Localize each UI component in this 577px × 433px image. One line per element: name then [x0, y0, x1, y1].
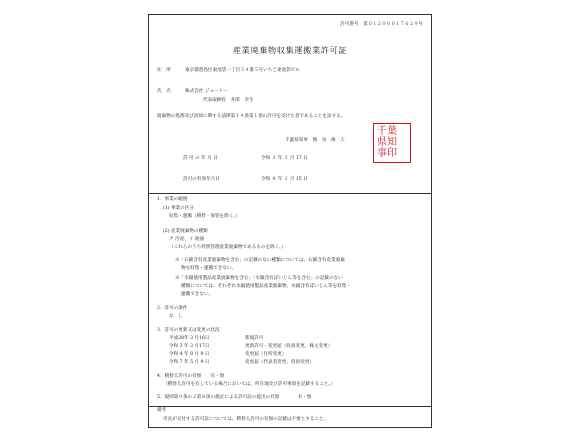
permit-number: 許可番号 第０１２０００１７６２９号	[340, 22, 423, 27]
history-date: 令和 3 年 3 月17日	[169, 344, 210, 349]
section1-sub1: (1) 事業の区分	[163, 206, 194, 211]
permit-date-label: 許 可 の 年 月 日	[183, 156, 218, 161]
asbestos-note-line2: 物を収集・運搬できない。	[181, 266, 237, 271]
document-title: 産業廃棄物収集運搬業許可証	[232, 45, 348, 55]
history-date: 令和 7 年 5 月 9 日	[169, 360, 210, 365]
history-event: 変更届（住所変更）	[245, 352, 287, 357]
section1-sub2-value: ア 汚泥、イ 廃油	[169, 237, 205, 242]
address-value: 東京都豊島区東池袋一丁目３４番５号いちご東池袋ビル	[185, 68, 300, 73]
company-name: 株式会社 ジョートー	[185, 89, 228, 94]
history-event: 更新許可・変更届（役員変更、株主変更）	[245, 344, 333, 349]
remarks-heading: 備考	[157, 408, 167, 413]
section1-sub2: (2) 産業廃棄物の種類	[163, 229, 208, 234]
history-event: 新規許可	[245, 336, 264, 341]
name-label: 氏 名	[157, 89, 171, 94]
expiry-date: 令和 ８ 年 ３ 月 15 日	[261, 177, 308, 182]
address-label: 住 所	[157, 68, 171, 73]
representative-name: 代表取締役 井澤 幸生	[203, 98, 254, 103]
certification-statement: 廃棄物の処理及び清掃に関する法律第１４条第１項の許可を受けた者であることを証する。	[157, 114, 346, 119]
history-event: 変更届（代表者変更、役員変更）	[245, 360, 314, 365]
section3-heading: 3．許可の更新又は変更の状況	[157, 328, 220, 333]
section4-note: （積替え許可を有している場合においては、所在地及び許可事項を記載すること。）	[163, 382, 336, 387]
section5-heading: 5．規則第９条の２第８項の規定による許可証の提出の有無 有・無	[157, 395, 312, 400]
divider	[149, 193, 431, 194]
divider	[149, 406, 431, 407]
section4-heading: 4．積替え許可の有無 有・無	[157, 374, 225, 379]
expiry-date-label: 許可の有効年月日	[183, 177, 220, 182]
issuer-name: 千葉県知事 熊 谷 俊 人	[285, 138, 345, 143]
history-date: 令和 4 年 8 月 9 日	[169, 352, 210, 357]
permit-certificate	[148, 14, 432, 428]
official-seal: 千葉 県知 事印	[373, 123, 411, 163]
remarks-text: 市長が交付する許可証については、積替え許可の有無の記載は不要とすること。	[163, 417, 329, 422]
section2-value: な し	[169, 314, 183, 319]
section1-sub1-value: 収集・運搬（積替・保管を除く。）	[169, 214, 241, 219]
history-date: 平成28年 3 月16日	[169, 336, 210, 341]
section2-heading: 2．許可の条件	[157, 306, 188, 311]
mercury-note-line1: ※「水銀使用製品産業廃棄物を含む」「水銀含有ばいじん等を含む」の記載のない	[175, 276, 343, 281]
asbestos-note-line1: ※「石綿含有産業廃棄物を含む」の記載のない種類については、石綿含有産業廃棄	[175, 258, 345, 263]
mercury-note-line3: 運搬できない。	[181, 292, 214, 297]
section1-heading: 1．事業の範囲	[157, 197, 188, 202]
permit-date: 令和 ３ 年 ３ 月 17 日	[261, 156, 308, 161]
mercury-note-line2: 種類については、それぞれ水銀使用製品産業廃棄物、水銀含有ばいじん等を収集・	[181, 284, 351, 289]
section1-sub2-note: （これらのうち特別管理産業廃棄物であるものを除く。）	[169, 245, 287, 250]
